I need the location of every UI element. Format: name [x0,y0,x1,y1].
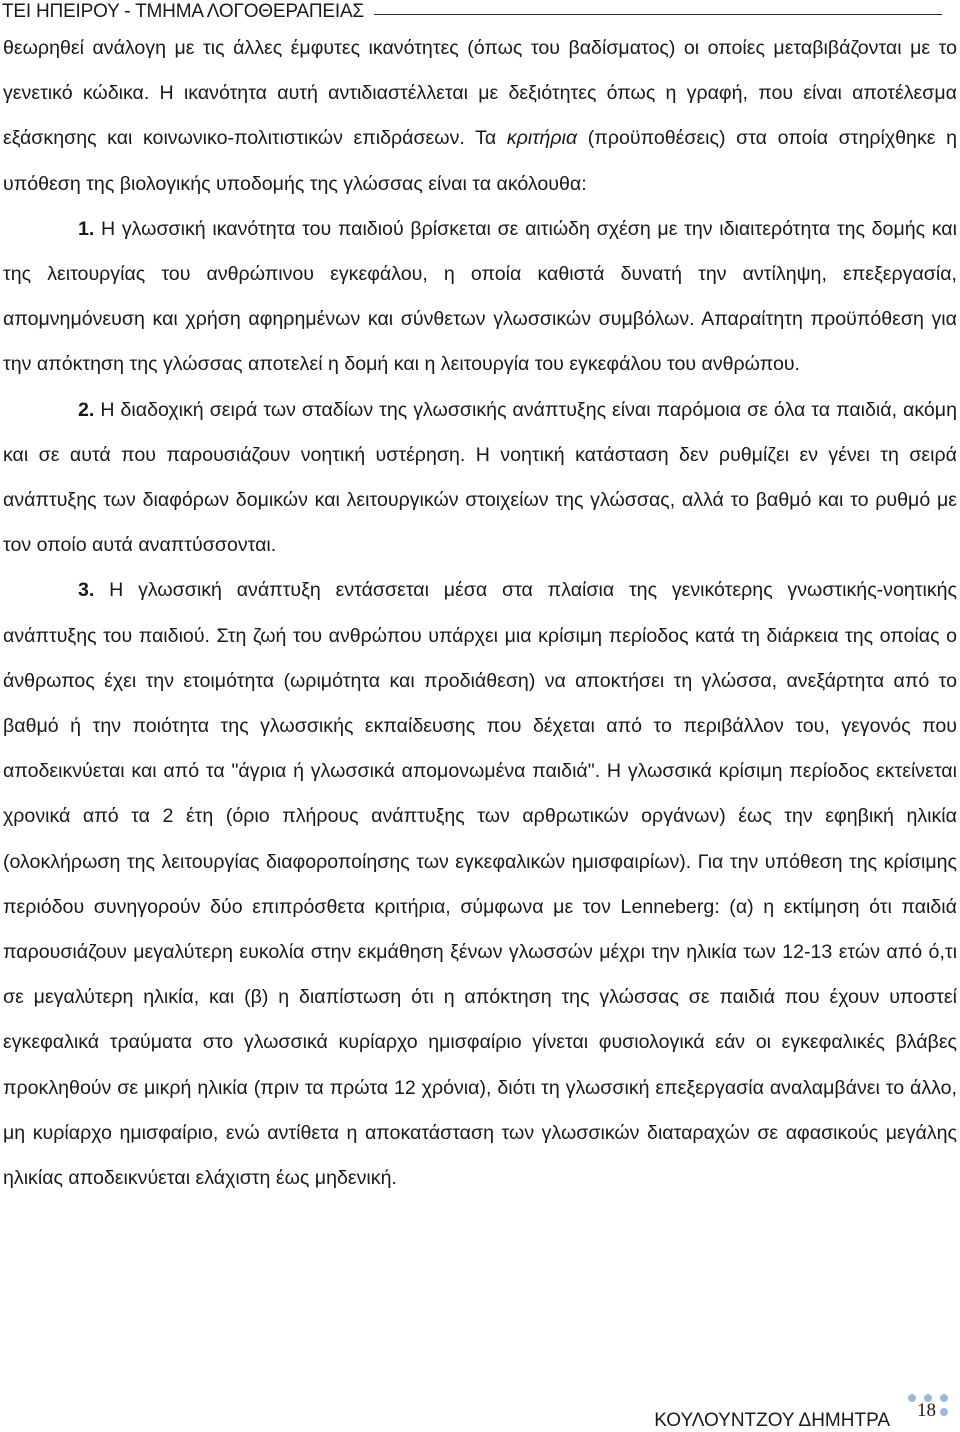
criterion-3 [3,568,957,1201]
criterion-2-number: 2. [78,398,95,421]
footer-author: ΚΟΥΛΟΥΝΤΖΟΥ ΔΗΜΗΤΡΑ [654,1410,890,1431]
intro-paragraph [3,26,957,207]
page-body [3,26,957,1201]
criterion-1 [3,207,957,388]
page-number: 18 [917,1400,936,1421]
page-header [2,0,942,24]
intro-text-1: θεωρηθεί ανάλογη με τις άλλες έμφυτες ικανότητες (όπως του βαδίσματος) οι οποίες μεταβιβάζονται με το γενετικό κώδικα. Η ικανότητα αυτή αντιδιαστέλλεται με δεξιότητες όπως η γραφή, που είναι αποτέλεσμα εξάσκησης και κοινωνικο-πολιτιστικών επιδράσεων. Τα [3,37,957,150]
criterion-2-text: Η διαδοχική σειρά των σταδίων της γλωσσικής ανάπτυξης είναι παρόμοια σε όλα τα παιδιά, ακόμη και σε αυτά που παρουσιάζουν νοητική υστέρηση. Η νοητική κατάσταση δεν ρυθμίζει εν γένει τη σειρά ανάπτυξης των διαφόρων δομικών και λειτουργικών στοιχείων της γλώσσας, αλλά το βαθμό και το ρυθμό με τον οποίο αυτά αναπτύσσονται. [3,398,957,557]
criterion-2 [3,388,957,569]
header-rule [374,14,942,15]
intro-text-2: (προϋποθέσεις) στα οποία στηρίχθηκε η υπόθεση της βιολογικής υποδομής της γλώσσας είναι τα ακόλουθα: [3,127,957,195]
criterion-1-number: 1. [78,217,95,240]
criterion-3-text: Η γλωσσική ανάπτυξη εντάσσεται μέσα στα πλαίσια της γενικότερης γνωστικής-νοητικής ανάπτυξης του παιδιού. Στη ζωή του ανθρώπου υπάρχει μια κρίσιμη περίοδος κατά τη διάρκεια της οποίας ο άνθρωπος έχει την ετοιμότητα (ωριμότητα και προδιάθεση) να αποκτήσει τη γλώσσα, ανεξάρτητα από το βαθμό ή την ποιότητα της γλωσσικής εκπαίδευσης που δέχεται από το περιβάλλον του, γεγονός που αποδεικνύεται και από τα "άγρια ή γλωσσικά απομονωμένα παιδιά". Η γλωσσικά κρίσιμη περίοδος εκτείνεται χρονικά από τα 2 έτη (όριο πλήρους ανάπτυξης των αρθρωτικών οργάνων) έως την εφηβική ηλικία (ολοκλήρωση της λειτουργίας διαφοροποίησης των εγκεφαλικών ημισφαιρίων). Για την υπόθεση της κρίσιμης περιόδου συνηγορούν δύο επιπρόσθετα κριτήρια, σύμφωνα με τον Lenneberg: (α) η εκτίμηση ότι παιδιά παρουσιάζουν μεγαλύτερη ευκολία στην εκμάθηση ξένων γλωσσών μέχρι την ηλικία των 12-13 ετών από ό,τι σε μεγαλύτερη ηλικία, και (β) η διαπίστωση ότι η απόκτηση της γλώσσας σε παιδιά που έχουν υποστεί εγκεφαλικά τραύματα στο γλωσσικά κυρίαρχο ημισφαίριο γίνεται φυσιολογικά εάν οι εγκεφαλικές βλάβες προκληθούν σε μικρή ηλικία (πριν τα πρώτα 12 χρόνια), διότι τη γλωσσική επεξεργασία αναλαμβάνει το άλλο, μη κυρίαρχο ημισφαίριο, ενώ αντίθετα η αποκατάσταση των γλωσσικών διαταραχών σε αφασικούς μεγάλης ηλικίας αποδεικνύεται ελάχιστη έως μηδενική. [3,579,957,1190]
criterion-1-text: Η γλωσσική ικανότητα του παιδιού βρίσκεται σε αιτιώδη σχέση με την ιδιαιτερότητα της δομής και της λειτουργίας του ανθρώπινου εγκεφάλου, η οποία καθιστά δυνατή την αντίληψη, επεξεργασία, απομνημόνευση και χρήση αφηρημένων και σύνθετων γλωσσικών συμβόλων. Απαραίτητη προϋπόθεση για την απόκτηση της γλώσσας αποτελεί η δομή και η λειτουργία του εγκεφάλου του ανθρώπου. [3,217,957,376]
header-title: ΤΕΙ ΗΠΕΙΡΟΥ - ΤΜΗΜΑ ΛΟΓΟΘΕΡΑΠΕΙΑΣ [2,1,364,22]
intro-italic-term: κριτήρια [506,127,578,150]
page-footer [560,1388,960,1430]
criterion-3-number: 3. [78,579,95,602]
